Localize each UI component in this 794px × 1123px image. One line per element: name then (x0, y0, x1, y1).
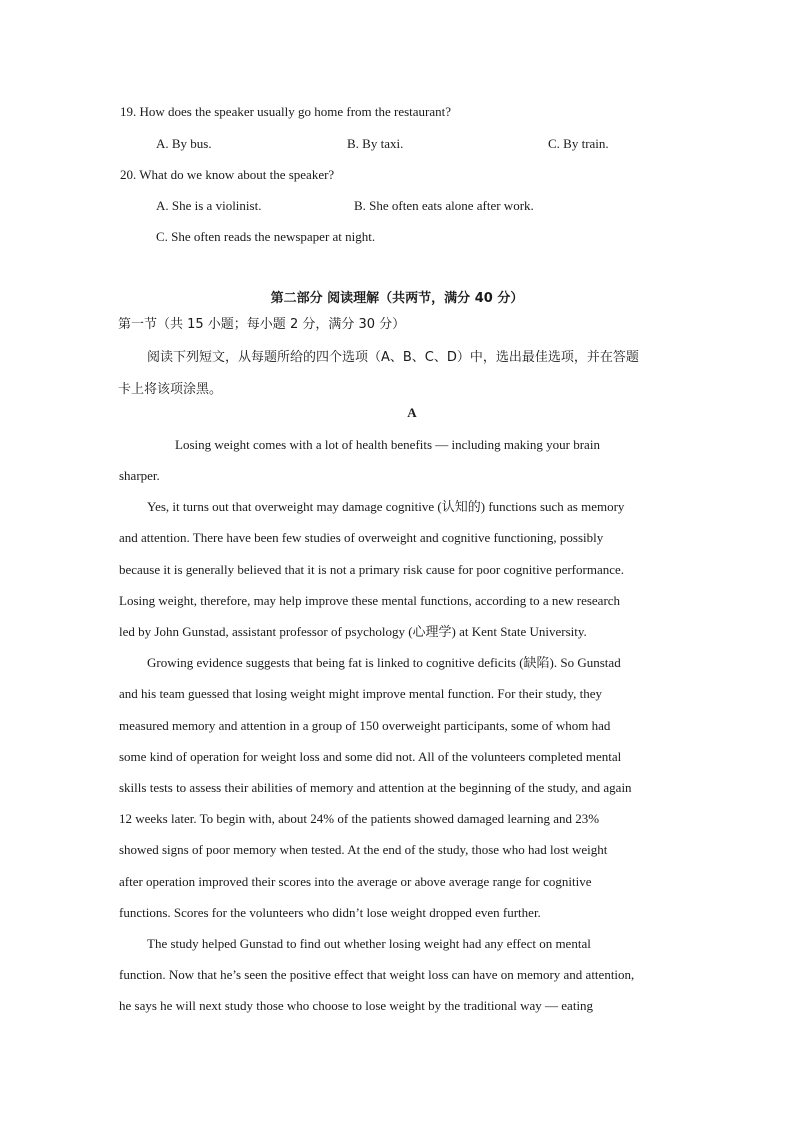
part-title: 第二部分 阅读理解（共两节，满分 40 分） (270, 291, 524, 306)
section-title: 第一节（共 15 小题；每小题 2 分，满分 30 分） (118, 317, 406, 332)
question-19-stem: 19. How does the speaker usually go home from the restaurant? (120, 104, 452, 119)
passage-line: functions. Scores for the volunteers who didn’t lose weight dropped even further. (119, 905, 541, 920)
passage-line: because it is generally believed that it is not a primary risk cause for poor cognitive performance. (119, 562, 625, 577)
passage-line: The study helped Gunstad to find out whether losing weight had any effect on mental (147, 936, 591, 951)
passage-line: measured memory and attention in a group of 150 overweight participants, some of whom had (119, 718, 611, 733)
instructions-line-2: 卡上将该项涂黑。 (118, 382, 223, 397)
question-20-option-a: A. She is a violinist. (156, 198, 262, 213)
instructions-line-1: 阅读下列短文，从每题所给的四个选项（A、B、C、D）中，选出最佳选项，并在答题 (147, 350, 639, 365)
passage-line: after operation improved their scores into the average or above average range for cognitive (119, 874, 592, 889)
passage-line: Growing evidence suggests that being fat is linked to cognitive deficits (缺陷). So Gunstad (147, 655, 621, 670)
passage-letter: A (407, 405, 417, 420)
passage-line: Losing weight comes with a lot of health benefits — including making your brain (175, 437, 600, 452)
passage-line: Yes, it turns out that overweight may damage cognitive (认知的) functions such as memory (147, 499, 625, 514)
passage-line: skills tests to assess their abilities of memory and attention at the beginning of the study, and again (119, 780, 632, 795)
question-20-option-c: C. She often reads the newspaper at night. (156, 229, 376, 244)
passage-line: he says he will next study those who choose to lose weight by the traditional way — eating (119, 998, 594, 1013)
passage-line: some kind of operation for weight loss and some did not. All of the volunteers completed mental (119, 749, 622, 764)
question-20-option-b: B. She often eats alone after work. (354, 198, 534, 213)
passage-line: sharper. (119, 468, 160, 483)
passage-line: and his team guessed that losing weight might improve mental function. For their study, they (119, 686, 602, 701)
question-19-option-a: A. By bus. (156, 136, 212, 151)
passage-line: Losing weight, therefore, may help improve these mental functions, according to a new research (119, 593, 621, 608)
passage-line: and attention. There have been few studies of overweight and cognitive functioning, possibly (119, 530, 604, 545)
passage-line: led by John Gunstad, assistant professor of psychology (心理学) at Kent State University. (119, 624, 587, 639)
passage-line: 12 weeks later. To begin with, about 24% of the patients showed damaged learning and 23% (119, 811, 600, 826)
passage-line: function. Now that he’s seen the positive effect that weight loss can have on memory and attention, (119, 967, 635, 982)
passage-line: showed signs of poor memory when tested. At the end of the study, those who had lost weight (119, 842, 608, 857)
question-19-option-c: C. By train. (548, 136, 609, 151)
question-20-stem: 20. What do we know about the speaker? (120, 167, 335, 182)
question-19-option-b: B. By taxi. (347, 136, 404, 151)
